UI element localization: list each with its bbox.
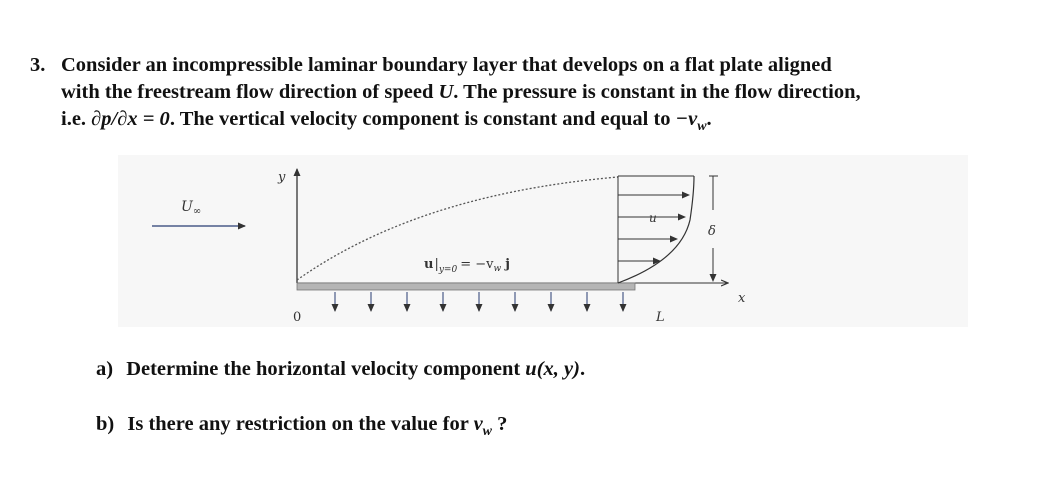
statement-line-1: Consider an incompressible laminar boundary layer that develops on a flat plate aligned	[61, 54, 832, 76]
length-label: L	[656, 310, 665, 325]
vertical-velocity-subscript: w	[697, 119, 707, 135]
problem-text	[61, 52, 1021, 133]
problem-number: 3.	[30, 54, 46, 76]
boundary-layer-edge	[297, 177, 618, 280]
question-a-end: .	[579, 358, 586, 380]
line3-text-c: . The vertical velocity component is constant and equal to	[169, 108, 676, 130]
u-label: u	[649, 211, 657, 225]
line3-period: .	[706, 108, 712, 130]
freestream-speed-symbol: U	[438, 81, 454, 103]
velocity-profile-curve	[618, 176, 694, 283]
statement-line-2	[61, 79, 1021, 106]
question-b	[96, 413, 507, 440]
delta-label: δ	[708, 224, 716, 239]
question-a	[96, 358, 585, 381]
question-b-math: v	[473, 413, 483, 435]
question-b-subscript: w	[482, 424, 493, 440]
statement-line-3	[61, 106, 1021, 133]
question-b-label: b)	[96, 413, 115, 435]
vertical-velocity-symbol: −v	[675, 108, 698, 130]
question-a-math: u(x, y)	[525, 358, 580, 380]
line2-text-c: . The pressure is constant in the flow direction,	[453, 81, 861, 103]
question-b-text: Is there any restriction on the value for	[127, 413, 474, 435]
x-axis-label: x	[738, 291, 746, 306]
suction-arrows	[335, 292, 623, 311]
question-a-label: a)	[96, 358, 114, 380]
question-b-end: ?	[492, 413, 508, 435]
pressure-gradient-equation: ∂p/∂x = 0	[91, 108, 170, 130]
boundary-condition-label: $u|_{y=0} = -v_w$ j	[424, 257, 510, 275]
boundary-layer-diagram	[118, 155, 968, 327]
y-axis-label: y	[278, 170, 286, 185]
freestream-label: $U_\infty$	[181, 199, 202, 217]
line2-text-a: with the freestream flow direction of speed	[61, 81, 439, 103]
origin-label: 0	[293, 310, 302, 325]
question-a-text: Determine the horizontal velocity component	[126, 358, 526, 380]
line3-text-a: i.e.	[61, 108, 92, 130]
boundary-layer-figure	[118, 155, 968, 327]
flat-plate	[297, 283, 635, 290]
